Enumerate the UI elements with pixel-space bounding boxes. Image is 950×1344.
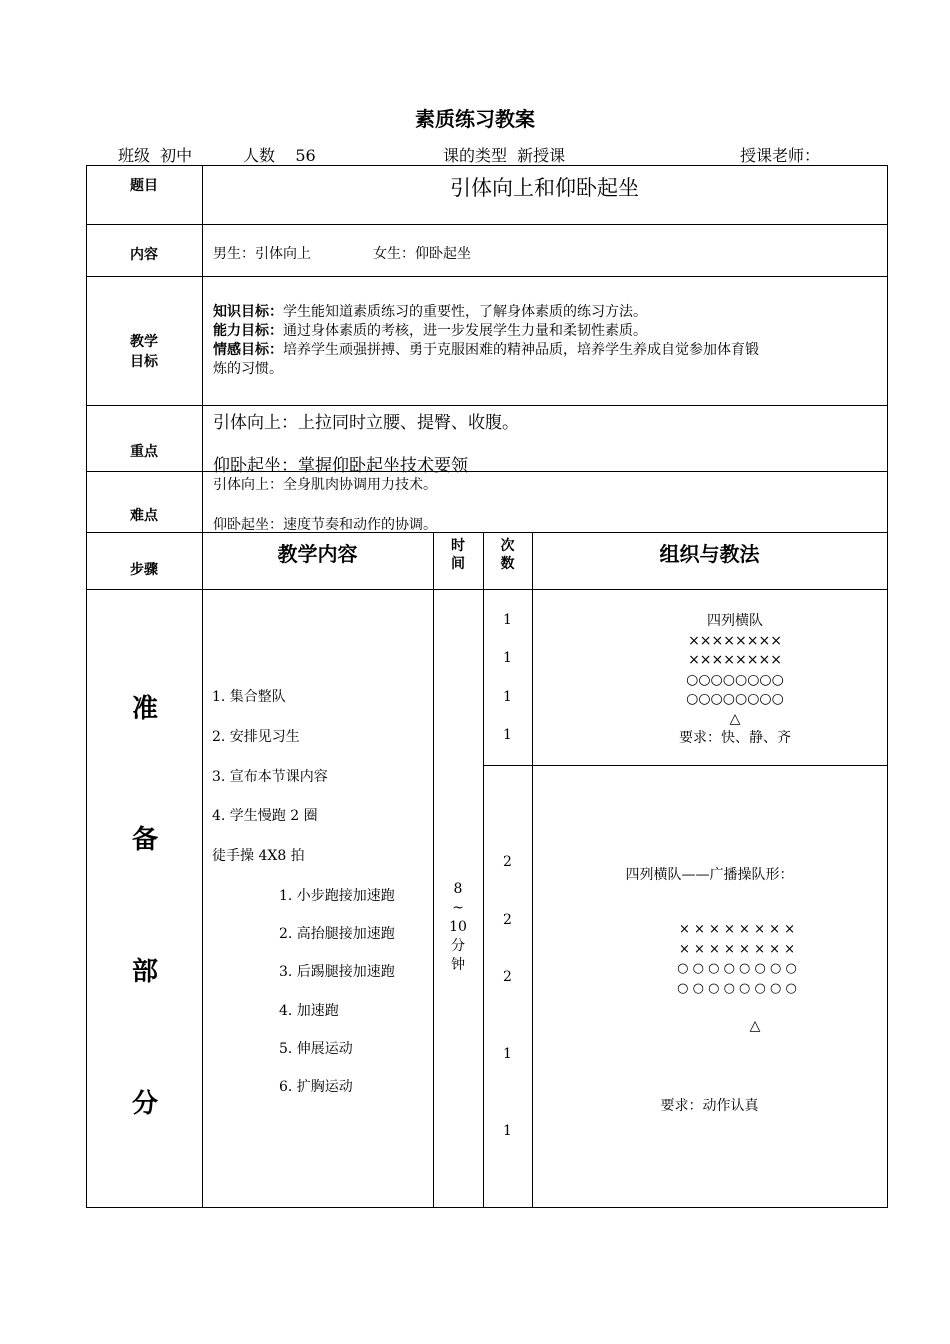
count-value: 1 bbox=[503, 650, 512, 666]
goals-text: 知识目标：学生能知道素质练习的重要性，了解身体素质的练习方法。 能力目标：通过身体素质的考核，进一步发展学生力量和柔韧性素质。 情感目标：培养学生顽强拼搏、勇于克服困难的精神品质，培养学生养成自觉参加体育锻 炼的习惯。 bbox=[213, 304, 759, 377]
count-value: 1 bbox=[503, 1046, 512, 1062]
count-value: 1 bbox=[503, 1123, 512, 1139]
count-value: 2 bbox=[503, 854, 512, 870]
section-char: 准 bbox=[131, 694, 158, 724]
sub-item: 1. 小步跑接加速跑 bbox=[279, 888, 395, 904]
content-header: 教学内容 bbox=[277, 542, 358, 566]
content-female: 女生：仰卧起坐 bbox=[373, 246, 471, 262]
list-item: 1. 集合整队 bbox=[212, 689, 286, 705]
list-item: 2. 安排见习生 bbox=[212, 729, 300, 745]
content-label: 内容 bbox=[130, 247, 158, 263]
sub-item: 5. 伸展运动 bbox=[279, 1041, 353, 1057]
time-header: 时 间 bbox=[451, 538, 465, 572]
count-value: 2 bbox=[503, 969, 512, 985]
difficulty-line1: 引体向上：全身肌肉协调用力技术。 bbox=[213, 477, 437, 493]
count-header: 次 数 bbox=[500, 538, 515, 572]
key-line1: 引体向上：上拉同时立腰、提臀、收腹。 bbox=[213, 413, 519, 433]
goals-label: 教学 目标 bbox=[130, 334, 158, 370]
topic-value: 引体向上和仰卧起坐 bbox=[450, 176, 639, 200]
time-value: 8 ~ 10 分 钟 bbox=[449, 881, 467, 973]
key-label: 重点 bbox=[130, 444, 158, 460]
list-item: 4. 学生慢跑 2 圈 bbox=[212, 808, 318, 824]
drill-title: 徒手操 4X8 拍 bbox=[212, 848, 305, 864]
count-value: 1 bbox=[503, 612, 512, 628]
section-char: 分 bbox=[131, 1089, 158, 1119]
sub-item: 3. 后踢腿接加速跑 bbox=[279, 964, 395, 980]
count-value: 1 bbox=[503, 689, 512, 705]
content-male: 男生：引体向上 bbox=[213, 246, 311, 262]
lesson-type: 课的类型 新授课 bbox=[443, 146, 566, 165]
topic-label: 题目 bbox=[130, 178, 158, 194]
sub-item: 4. 加速跑 bbox=[279, 1003, 339, 1019]
formation-bottom-req: 要求：动作认真 bbox=[660, 1098, 759, 1114]
list-item: 3. 宣布本节课内容 bbox=[212, 769, 328, 785]
formation-bottom-title: 四列横队——广播操队形： bbox=[625, 867, 794, 883]
sub-item: 2. 高抬腿接加速跑 bbox=[279, 926, 395, 942]
section-char: 部 bbox=[131, 957, 158, 987]
formation-bottom-rows: × × × × × × × × × × × × × × × × ○ ○ ○ ○ ○ ○ ○ ○ ○ ○ ○ ○ ○ ○ ○ ○ bbox=[677, 922, 797, 996]
key-line2: 仰卧起坐：掌握仰卧起坐技术要领 bbox=[213, 456, 468, 476]
method-header: 组织与教法 bbox=[659, 542, 760, 566]
class-info: 班级 初中 bbox=[118, 146, 193, 165]
sub-item: 6. 扩胸运动 bbox=[279, 1079, 353, 1095]
teacher-triangle: △ bbox=[749, 1018, 761, 1034]
page-title: 素质练习教案 bbox=[415, 107, 535, 131]
teacher-triangle: △ bbox=[729, 710, 741, 727]
formation-top: 四列横队 ×××××××× ×××××××× ○○○○○○○○ ○○○○○○○○ △ 要求：快、静、齐 bbox=[620, 612, 850, 749]
difficulty-line2: 仰卧起坐：速度节奏和动作的协调。 bbox=[213, 517, 437, 533]
count-value: 1 bbox=[503, 727, 512, 743]
difficulty-label: 难点 bbox=[130, 508, 158, 524]
teacher-label: 授课老师： bbox=[740, 146, 821, 165]
step-header: 步骤 bbox=[130, 562, 158, 578]
count-value: 2 bbox=[503, 912, 512, 928]
section-char: 备 bbox=[131, 825, 158, 855]
student-count: 人数 56 bbox=[243, 146, 316, 165]
